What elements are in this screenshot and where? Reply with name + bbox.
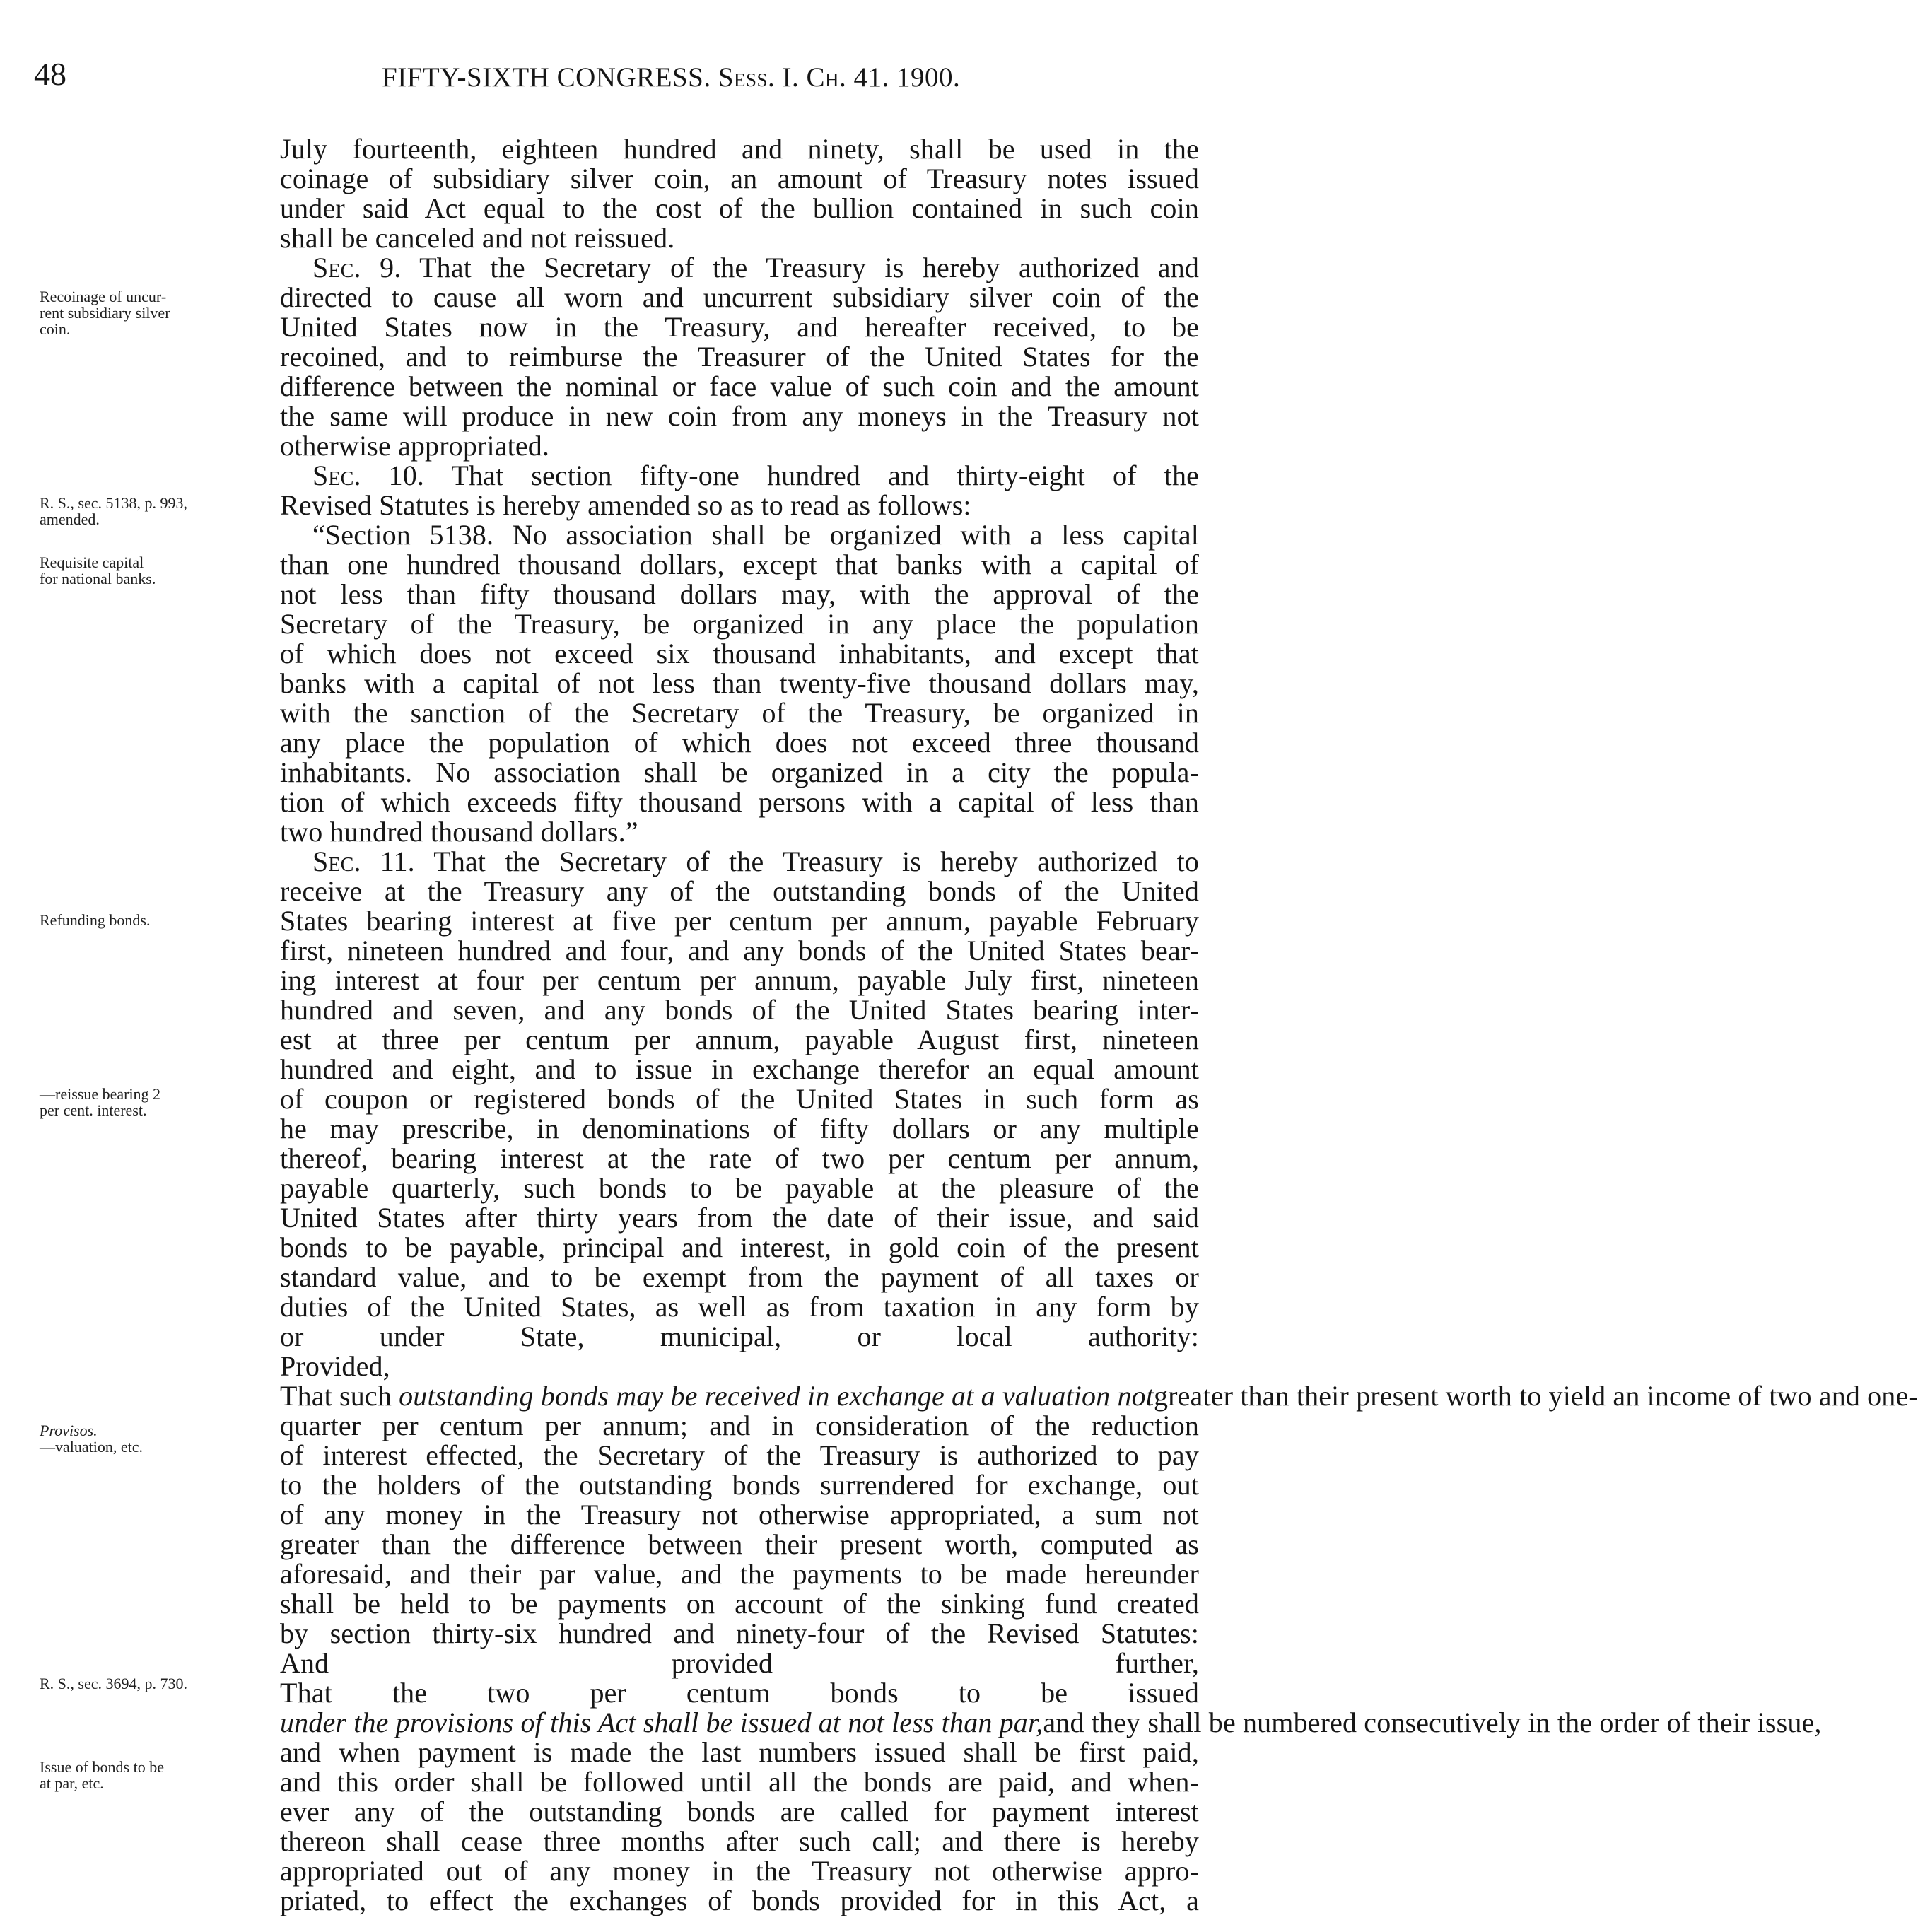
section-heading: Sec. 9. [312,252,402,283]
text-line: Secretary of the Treasury, be organized in any place the population [280,608,1199,640]
text-line: first, nineteen hundred and four, and any bonds of the United States bear- [280,935,1199,966]
text-line: Provided, [280,1350,390,1382]
text-line: and when payment is made the last numbers issued shall be first paid, [280,1736,1199,1768]
text-line: hundred and seven, and any bonds of the United States bearing inter- [280,994,1199,1026]
margin-note-refunding-bonds: Refunding bonds. [40,911,151,929]
text-line: payable quarterly, such bonds to be payable at the pleasure of the [280,1172,1199,1204]
text-line: difference between the nominal or face value of such coin and the amount [280,370,1199,402]
margin-note-recoinage: Recoinage of uncur- rent subsidiary silver coin. [40,288,170,338]
section-heading: Sec. 11. [312,845,415,877]
text-line: otherwise appropriated. [280,430,550,462]
text-line: thereon shall cease three months after such call; and there is hereby [280,1825,1199,1857]
text-line: the same will produce in new coin from any moneys in the Treasury not [280,400,1199,432]
text-line: States bearing interest at five per centum per annum, payable February [280,905,1199,937]
text-line: aforesaid, and their par value, and the payments to be made hereunder [280,1558,1199,1590]
margin-note-reissue: —reissue bearing 2 per cent. interest. [40,1085,161,1119]
text-line: coinage of subsidiary silver coin, an amount of Treasury notes issued [280,163,1199,194]
proviso-line: That such outstanding bonds may be received in exchange at a valuation notgreater than their present worth to yield an income of two and one- [280,1380,1918,1412]
margin-note-rs-3694: R. S., sec. 3694, p. 730. [40,1675,187,1692]
text-line: hundred and eight, and to issue in exchange therefor an equal amount [280,1053,1199,1085]
text-line: to the holders of the outstanding bonds surrendered for exchange, out [280,1469,1199,1501]
text-line: by section thirty-six hundred and ninety-four of the Revised Statutes: [280,1617,1199,1649]
text-line: That the two per centum bonds to be issued [280,1677,1199,1709]
chapter-label: Ch. 41. [806,62,889,93]
provided-further-term: under the provisions of this Act shall be issued at not less than par, [280,1706,1043,1738]
text-line: appropriated out of any money in the Treasury not otherwise appro- [280,1855,1199,1887]
text-line: standard value, and to be exempt from the payment of all taxes or [280,1261,1199,1293]
text-line: shall be canceled and not reissued. [280,222,675,254]
margin-note-provisos: Provisos. —valuation, etc. [40,1422,144,1456]
text-line: quarter per centum per annum; and in consideration of the reduction [280,1410,1199,1441]
text-line: under said Act equal to the cost of the bullion contained in such coin [280,192,1199,224]
year-label: 1900. [896,62,961,93]
text-line: United States now in the Treasury, and hereafter received, to be [280,311,1199,343]
session-label: Sess. I. [718,62,800,93]
page-number: 48 [34,56,66,92]
text-line: of coupon or registered bonds of the United States in such form as [280,1083,1199,1115]
text-line: “Section 5138. No association shall be organized with a less capital [312,519,1199,551]
text-line: and this order shall be followed until all the bonds are paid, and when- [280,1766,1199,1798]
text-line: priated, to effect the exchanges of bonds provided for in this Act, a [280,1885,1199,1916]
text-line: shall be held to be payments on account of the sinking fund created [280,1588,1199,1620]
text-line: of any money in the Treasury not otherwise appropriated, a sum not [280,1499,1199,1530]
congress-title: FIFTY-SIXTH CONGRESS. [382,62,711,93]
section-11-line: Sec. 11. That the Secretary of the Treasury is hereby authorized to [312,845,1199,877]
text-line: bonds to be payable, principal and interest, in gold coin of the present [280,1231,1199,1263]
text-line: thereof, bearing interest at the rate of two per centum per annum, [280,1142,1199,1174]
text-line: est at three per centum per annum, payable August first, nineteen [280,1024,1199,1055]
text-line: with the sanction of the Secretary of the Treasury, be organized in [280,697,1199,729]
section-9-line: Sec. 9. That the Secretary of the Treasury is hereby authorized and [312,252,1199,283]
text-line: directed to cause all worn and uncurrent subsidiary silver coin of the [280,281,1199,313]
text-line: recoined, and to reimburse the Treasurer of the United States for the [280,341,1199,373]
text-line: receive at the Treasury any of the outstanding bonds of the United [280,875,1199,907]
section-heading: Sec. 10. [312,459,425,491]
text-line: banks with a capital of not less than twenty-five thousand dollars may, [280,667,1199,699]
proviso-line: under the provisions of this Act shall be issued at not less than par,and they shall be numbered consecutively in the order of their issue, [280,1706,1822,1738]
text-line: of which does not exceed six thousand inhabitants, and except that [280,638,1199,669]
text-line: United States after thirty years from the date of their issue, and said [280,1202,1199,1234]
margin-note-issue-at-par: Issue of bonds to be at par, etc. [40,1758,164,1792]
text-line: July fourteenth, eighteen hundred and ninety, shall be used in the [280,133,1199,165]
text-line: any place the population of which does not exceed three thousand [280,727,1199,759]
text-line: Revised Statutes is hereby amended so as to read as follows: [280,489,971,521]
provided-term: outstanding bonds may be received in exchange at a valuation not [399,1380,1154,1412]
text-line: or under State, municipal, or local authority: [280,1321,1199,1352]
margin-note-requisite-capital: Requisite capital for national banks. [40,554,156,587]
text-line: duties of the United States, as well as from taxation in any form by [280,1291,1199,1323]
text-line: ing interest at four per centum per annum, payable July first, nineteen [280,964,1199,996]
text-line: than one hundred thousand dollars, except that banks with a capital of [280,549,1199,580]
text-line: of interest effected, the Secretary of the Treasury is authorized to pay [280,1439,1199,1471]
text-line: two hundred thousand dollars.” [280,816,638,848]
text-line: not less than fifty thousand dollars may, with the approval of the [280,578,1199,610]
text-line: inhabitants. No association shall be organized in a city the popula- [280,756,1199,788]
text-line: And provided further, [280,1647,1199,1679]
text-line: he may prescribe, in denominations of fifty dollars or any multiple [280,1113,1199,1144]
section-10-line: Sec. 10. That section fifty-one hundred and thirty-eight of the [312,459,1200,491]
text-line: tion of which exceeds fifty thousand persons with a capital of less than [280,786,1199,818]
margin-note-rs-5138: R. S., sec. 5138, p. 993, amended. [40,494,187,528]
text-line: ever any of the outstanding bonds are called for payment interest [280,1796,1199,1827]
text-line: greater than the difference between their present worth, computed as [280,1528,1199,1560]
